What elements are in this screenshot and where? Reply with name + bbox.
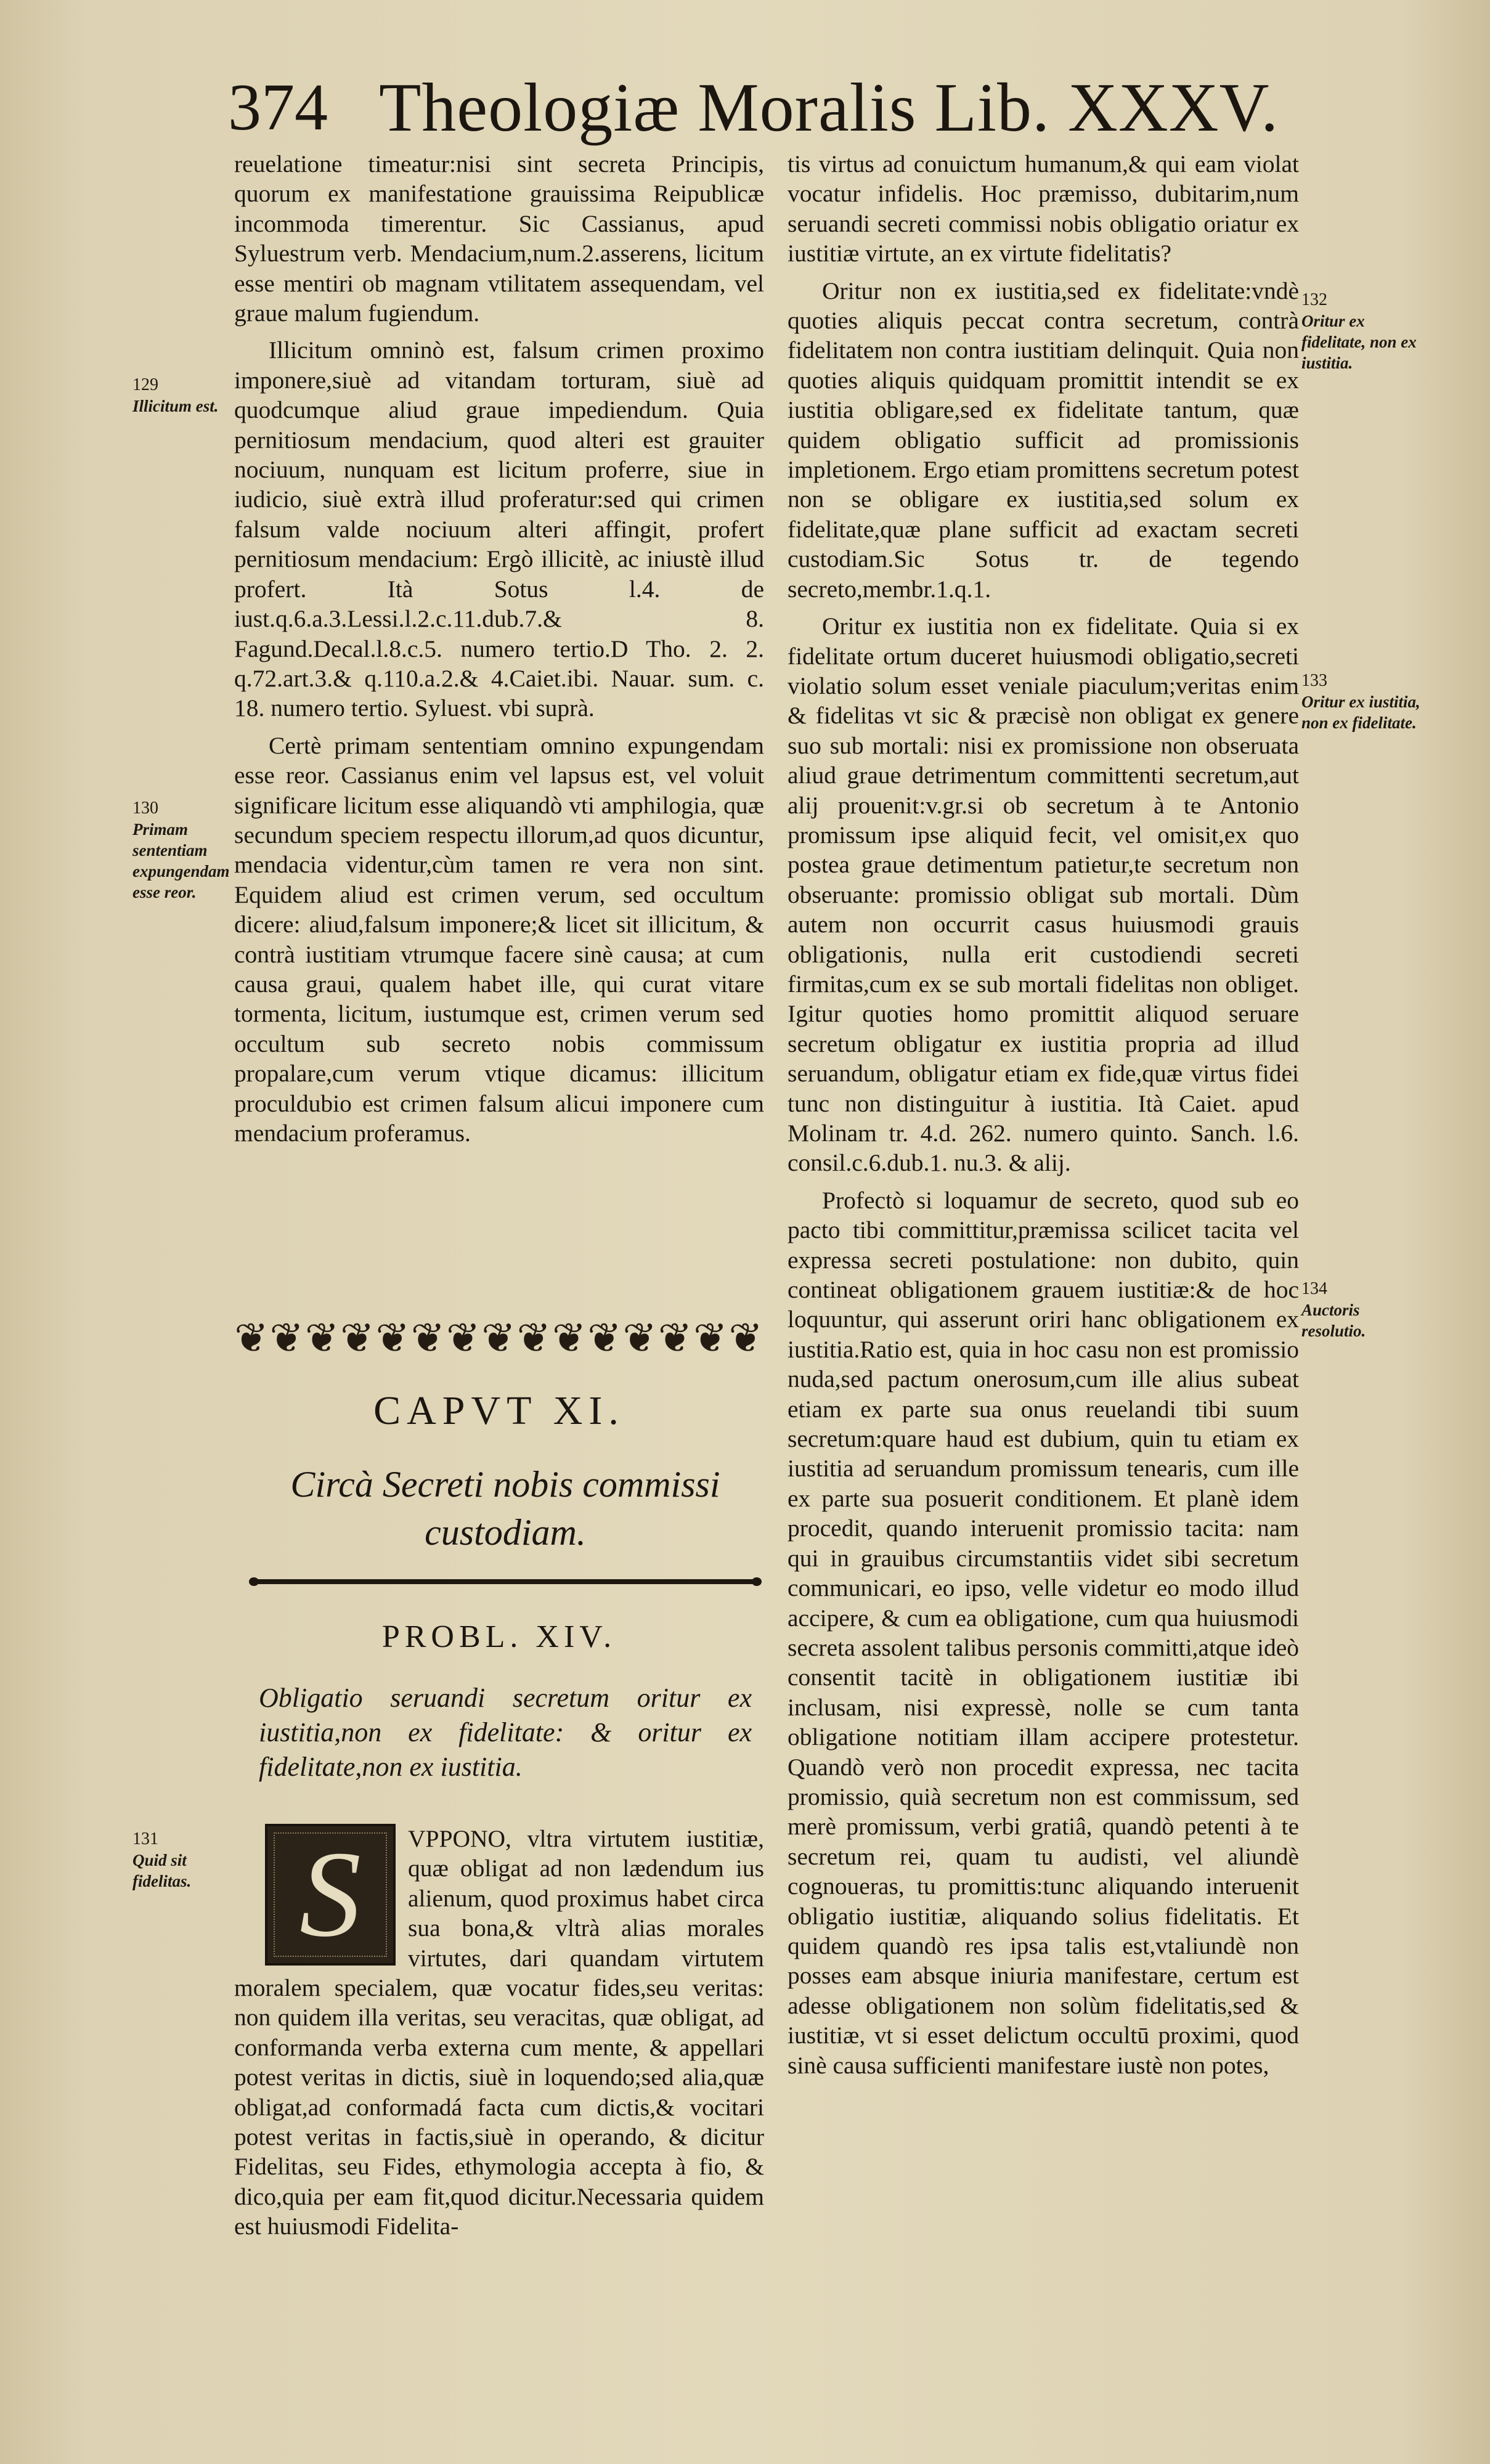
- ornament-divider: ❦❦❦❦❦❦❦❦❦❦❦❦❦❦❦: [234, 1316, 764, 1361]
- decorative-rule: [253, 1579, 758, 1584]
- page-header: [228, 68, 1288, 148]
- margin-note-number: 130: [132, 799, 158, 818]
- margin-note-number: 133: [1301, 671, 1327, 690]
- page-number: 374: [228, 71, 328, 144]
- margin-note-134: [1301, 1279, 1425, 1341]
- problem-body-text: VPPONO, vltra virtutem iustitiæ, quæ obligat ad non lædendum ius alienum, quod proximus habet circa sua bona,& vltrà alias morales virtutes, dari quandam virtutem moralem specialem, quæ vocatur fides,seu veritas: non quidem illa veritas, seu veracitas, quæ obligat, ad conformanda verba externa cum mente, & appellari potest veritas in dictis, siuè in loquendo;sed alia,quæ obligat,ad conformadá facta cum dictis,& vocitari potest veritas in factis,siuè in operando, & dicitur Fidelitas, seu Fides, ethymologia accepta à fio, & dico,quia per eam fit,quod dicitur.Necessaria quidem est huiusmodi Fidelita-: [234, 1825, 764, 2240]
- decorated-initial: S: [265, 1824, 396, 1966]
- margin-note-number: 132: [1301, 290, 1327, 309]
- margin-note-132: [1301, 290, 1425, 373]
- margin-note-number: 131: [132, 1829, 158, 1848]
- margin-note-text: Auctoris resolutio.: [1301, 1301, 1366, 1340]
- problem-heading: PROBL. XIV.: [381, 1619, 617, 1654]
- margin-note-number: 129: [132, 375, 158, 394]
- left-paragraph-3: Certè primam sententiam omnino expungendam esse reor. Cassianus enim vel lapsus est, vel voluit significare licitum esse aliquandò vti amphilogia, quæ secundum speciem respectu illorum,ad quos dicuntur, mendacia videntur,cùm tamen re vera non sint. Equidem aliud est crimen verum, sed occultum dicere: aliud,falsum imponere;& licet sit illicitum, & contrà iustitiam vtrumque facere sinè causa; at cum causa graui, qualem habet ille, qui curat vitare tormenta, licitum, iustumque est, crimen verum sed occultum sub secreto nobis commissum propalare,cum verum vtique dicamus: illicitum proculdubio est crimen falsum alicui imponere cum mendacium proferamus.: [234, 731, 764, 1147]
- problem-statement: Obligatio seruandi secretum oritur ex iustitia,non ex fidelitate: & oritur ex fidelitate,non ex iustitia.: [259, 1683, 752, 1782]
- margin-note-text: Primam sententiam expungendam esse reor.: [132, 820, 230, 901]
- margin-note-number: 134: [1301, 1279, 1327, 1298]
- margin-note-text: Illicitum est.: [132, 397, 219, 415]
- right-paragraph-3: Oritur ex iustitia non ex fidelitate. Quia si ex fidelitate ortum duceret huiusmodi obligatio,secreti violatio solum esset veniale piaculum;veritas enim & fidelitas vt sic & præcisè non obligat ex genere suo sub mortali: nisi ex promissione non obseruata aliud graue detrimentum committenti secretum,aut alij prouenit:v.gr.si ob secretum à te Antonio promissum ipse aliquid fecit, vel omisit,ex quo postea graue detimentum patietur,te secretum non obseruante: promissio obligat sub mortali. Dùm autem non occurrit casus huiusmodi grauis obligationis, nulla erit custodiendi secreti firmitas,cum ex se sub mortali fidelitas non obliget. Igitur quoties homo promittit aliquod seruare secretum obligatur ex iustitia propria ad illud seruandum, obligatur etiam ex fide,quæ virtus fidei tunc non distinguitur à iustitia. Ità Caiet. apud Molinam tr. 4.d. 262. numero quinto. Sanch. l.6. consil.c.6.dub.1. nu.3. & alij.: [788, 612, 1299, 1177]
- left-paragraph-2: Illicitum omninò est, falsum crimen proximo imponere,siuè ad vitandam torturam, siuè ad quodcumque aliud graue impediendum. Quia pernitiosum mendacium, quod alteri est grauiter nociuum, nunquam est licitum proferre, siue in iudicio, siuè extrà illud proferatur:sed qui crimen falsum valde nociuum alteri affingit, profert pernitiosum mendacium: Ergò illicitè, ac iniustè illud profert. Ità Sotus l.4. de iust.q.6.a.3.Lessi.l.2.c.11.dub.7.& 8. Fagund.Decal.l.8.c.5. numero tertio.D Tho. 2. 2. q.72.art.3.& q.110.a.2.& 4.Caiet.ibi. Nauar. sum. c. 18. numero tertio. Syluest. vbi suprà.: [234, 336, 764, 722]
- left-column: [234, 149, 764, 1155]
- margin-note-text: Oritur ex iustitia, non ex fidelitate.: [1301, 693, 1420, 732]
- right-paragraph-1: tis virtus ad conuictum humanum,& qui eam violat vocatur infidelis. Hoc præmisso, dubitarim,num seruandi secreti commissi nobis obligatio oriatur ex iustitiæ virtute, an ex virtute fidelitatis?: [788, 150, 1299, 267]
- margin-note-129: [132, 375, 231, 417]
- margin-note-131: [132, 1829, 231, 1892]
- right-paragraph-2: Oritur non ex iustitia,sed ex fidelitate:vndè quoties aliquis peccat contra secretum, contrà fidelitatem non contra iustitiam delinquit. Quia non quoties aliquis quidquam promittit intendit se ex iustitia obligare,sed ex fidelitate tantum, quæ quidem obligatio sufficit ad promissionis impletionem. Ergo etiam promittens secretum potest non se obligare ex iustitia,sed solum ex fidelitate,quæ plane sufficit ad exactam secreti custodiam.Sic Sotus tr. de tegendo secreto,membr.1.q.1.: [788, 277, 1299, 603]
- chapter-subtitle: Circà Secreti nobis commissi custodiam.: [290, 1464, 720, 1553]
- right-column: [788, 149, 1299, 2088]
- running-title: Theologiæ Moralis Lib. XXXV.: [379, 70, 1279, 146]
- margin-note-text: Oritur ex fidelitate, non ex iustitia.: [1301, 312, 1417, 372]
- chapter-heading: CAPVT XI.: [373, 1388, 625, 1433]
- margin-note-133: [1301, 670, 1425, 733]
- left-paragraph-1: reuelatione timeatur:nisi sint secreta Principis, quorum ex manifestatione grauissima Reipublicæ incommoda timerentur. Sic Cassianus, apud Syluestrum verb. Mendacium,num.2.asserens, licitum esse mentiri ob magnam vtilitatem assequendam, vel graue malum fugiendum.: [234, 150, 764, 327]
- right-paragraph-4: Profectò si loquamur de secreto, quod sub eo pacto tibi committitur,præmissa scilicet tacita vel expressa secreti postulatione: non dubito, quin contineat obligationem grauem iustitiæ:& de hoc loquuntur, qui asserunt oriri hanc obligationem ex iustitia.Ratio est, quia in hoc casu non est promissio nuda,sed pactum onerosum,cum ille alius subeat etiam ex parte sua onus reuelandi tibi suum secretum:quare haud est dubium, quin tu etiam ex iustitia ad seruandum promissum tenearis, cum ille ex parte sua posuerit conditionem. Et planè idem procedit, quando interuenit promissio tacita: nam qui in grauibus circumstantiis videt sibi secretum communicari, eo ipso, velle videtur eo modo illud accipere, & cum ea obligatione, cum qua huiusmodi secreta assolent talibus personis committi,atque ideò consentit tacitè in obligationem iustitiæ ibi inclusam, nisi expressè, nolle se cum tanta obligatione notitiam illam accipere protestetur. Quandò verò non procedit expressa, nec tacita promissio, quià secretum non est commissum, sed merè promissum, verbi gratiâ, quandò petenti à te secretum rei, quam tu audisti, vel aliundè cognoueras, tu promittis:tunc aliquando interuenit obligatio iustitiæ, aliquando solius fidelitatis. Et quidem quandò res ipsa talis est,vtaliundè non posses eam absque iniuria manifestare, certum est adesse obligationem non solùm fidelitatis,sed & iustitiæ, vt si esset delictum occultū proximi, quod sinè causa sufficienti manifestare iustè non potes,: [788, 1186, 1299, 2079]
- margin-note-130: [132, 798, 231, 903]
- margin-note-text: Quid sit fidelitas.: [132, 1851, 192, 1890]
